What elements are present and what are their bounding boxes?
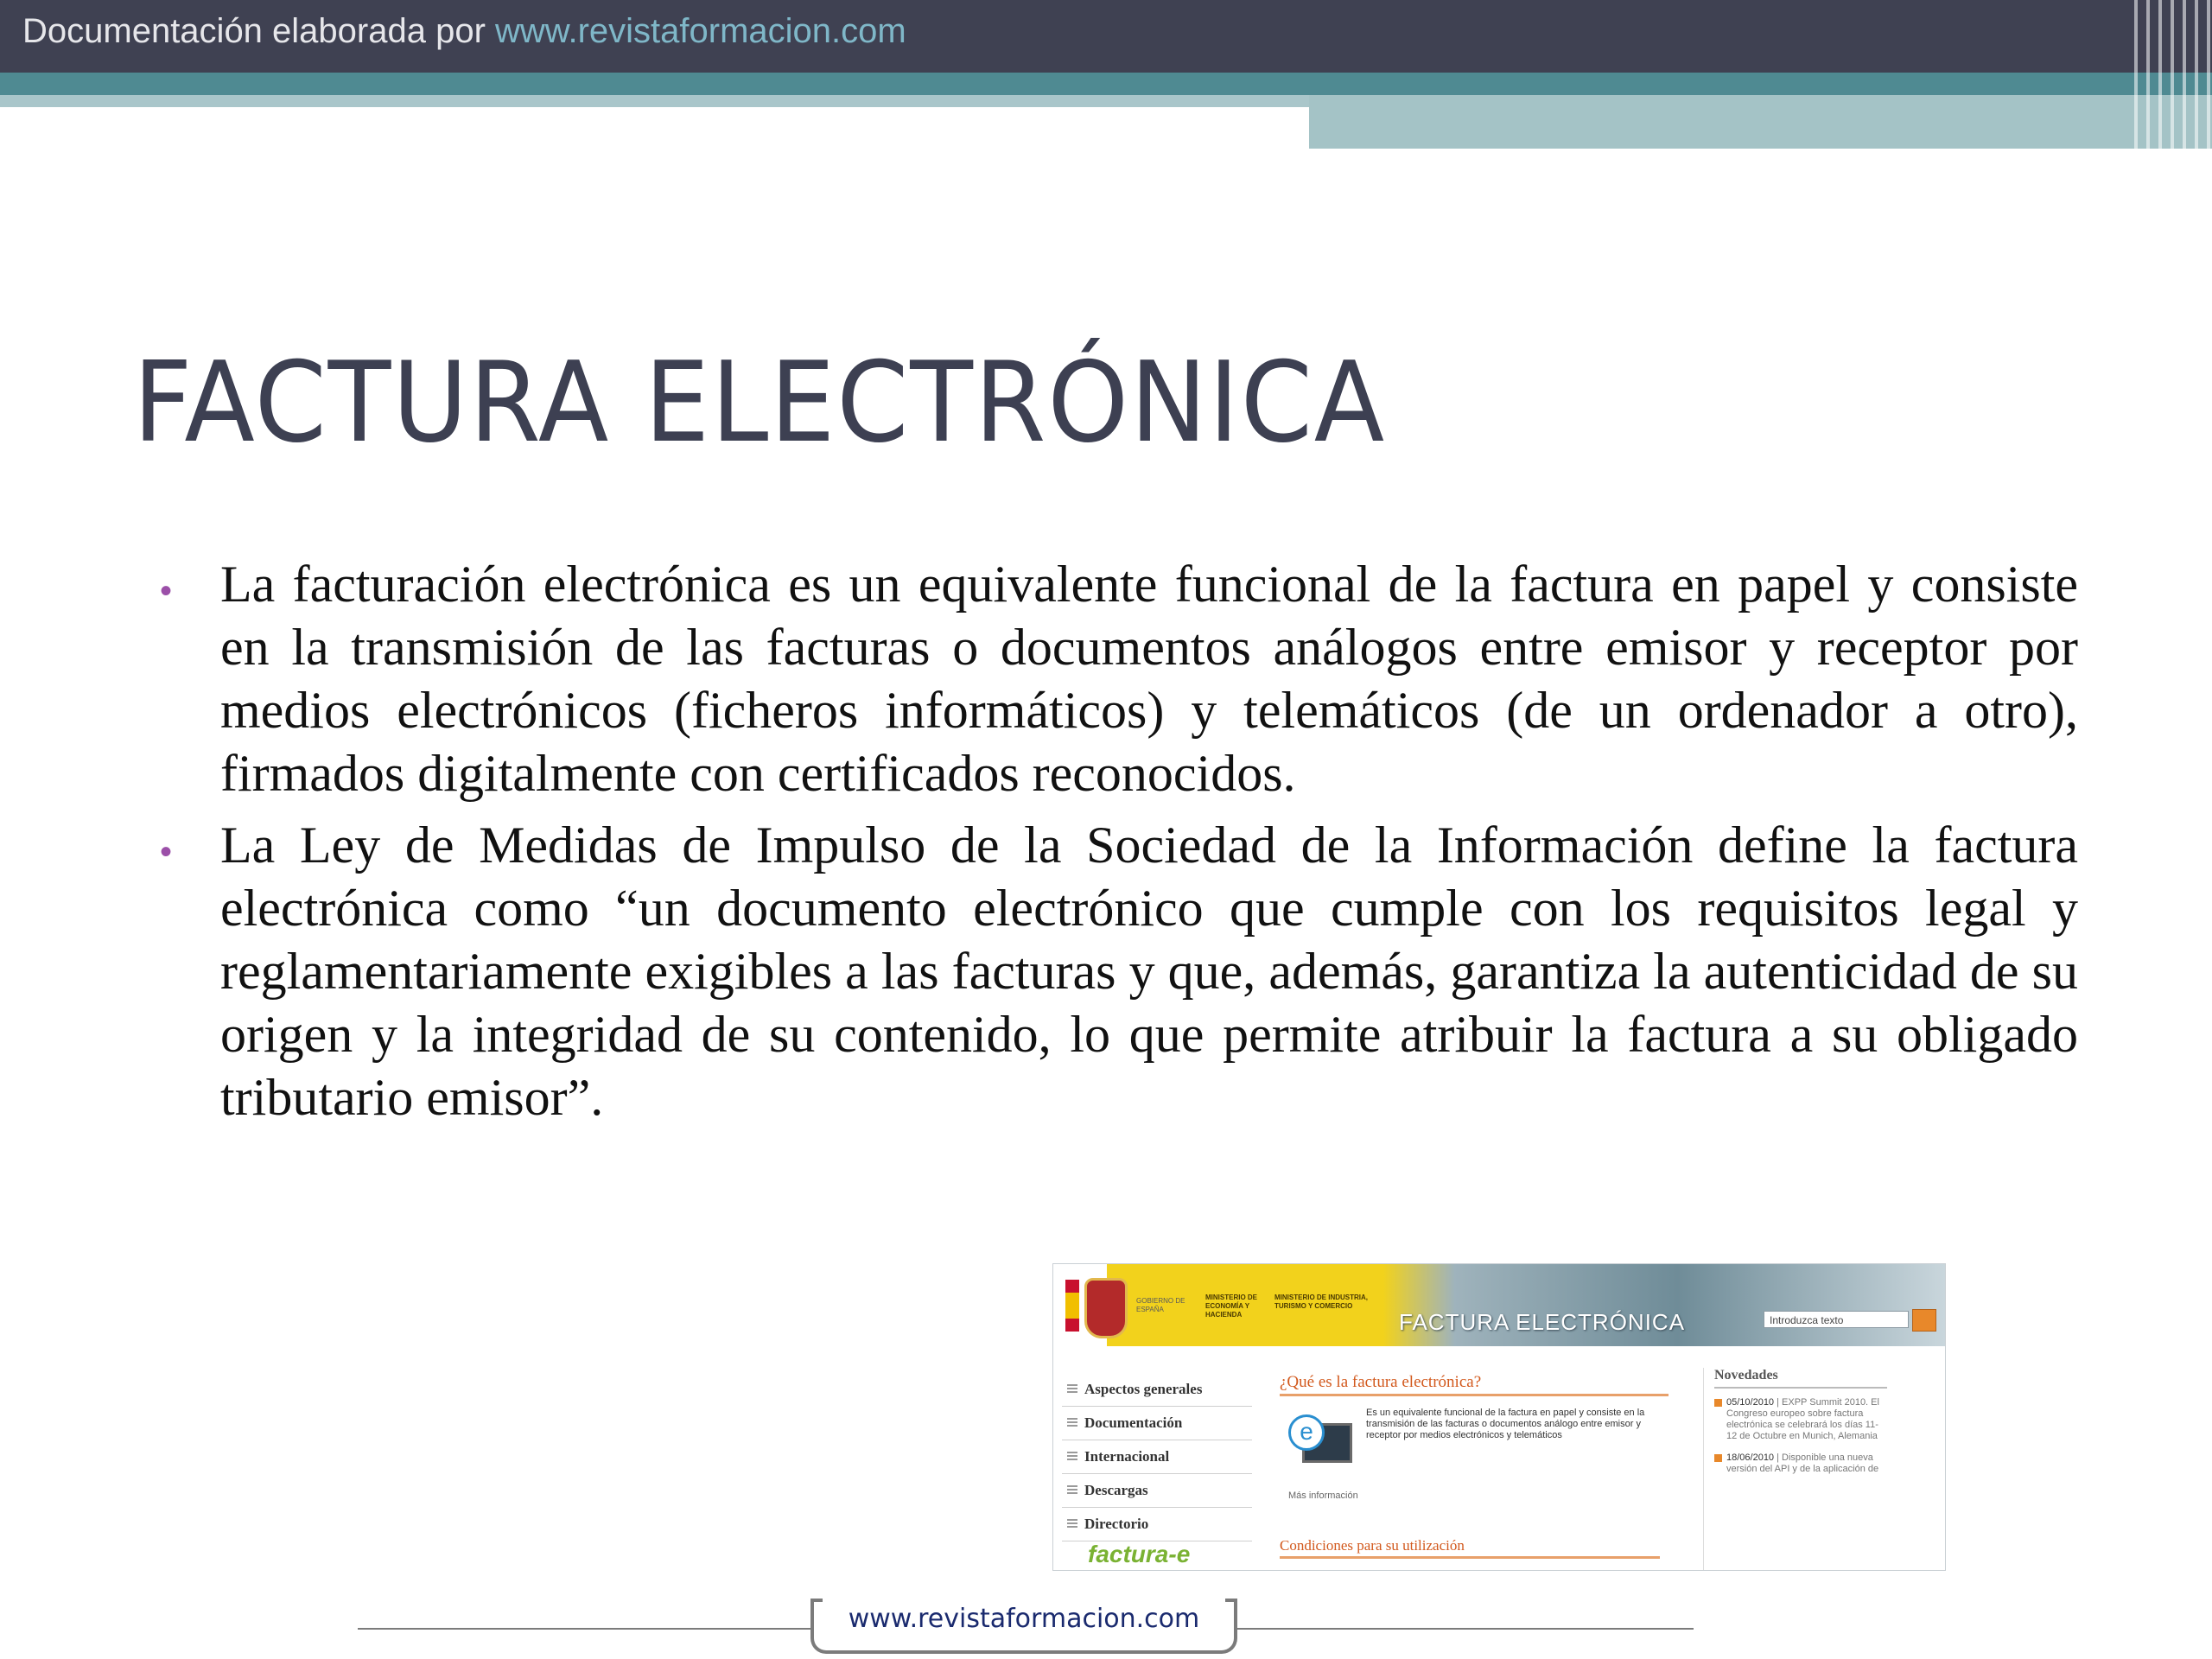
gov-label: GOBIERNO DE ESPAÑA (1136, 1297, 1185, 1313)
nav-item-descargas[interactable]: Descargas (1062, 1474, 1252, 1508)
news-date: 05/10/2010 (1726, 1397, 1775, 1408)
bullet-text: La facturación electrónica es un equivalente funcional de la factura en papel y consiste en la transmisión de las facturas o documentos análogos entre emisor y receptor por medios electrónicos (ficheros informáticos) y telemáticos (de un ordenador a otro), firmados digitalmente con certificados reconocidos. (220, 556, 2078, 802)
ministry-label-1: MINISTERIO DE ECONOMÍA Y HACIENDA (1205, 1294, 1258, 1319)
site-content (1280, 1373, 1669, 1554)
ministry-label-2: MINISTERIO DE INDUSTRIA, TURISMO Y COMERCIO (1274, 1294, 1369, 1310)
header-link[interactable]: www.revistaformacion.com (495, 12, 906, 50)
nav-item-aspectos[interactable]: Aspectos generales (1062, 1373, 1252, 1407)
conditions-title[interactable]: Condiciones para su utilización (1280, 1537, 1660, 1559)
news-date: 18/06/2010 (1726, 1452, 1775, 1463)
news-text: Disponible una nueva versión del API y de la aplicación de (1726, 1452, 1879, 1474)
coat-of-arms-icon (1084, 1278, 1128, 1338)
bullet-dot-icon: • (160, 572, 173, 610)
news-panel (1703, 1368, 1936, 1571)
site-nav (1062, 1373, 1252, 1541)
website-screenshot (1052, 1263, 1946, 1571)
more-info-link[interactable]: Más información (1288, 1491, 1358, 1501)
news-item[interactable]: 05/10/2010 | EXPP Summit 2010. El Congreso europeo sobre factura electrónica se celebrará los días 11-12 de Octubre en Munich, Alemania (1714, 1397, 1886, 1442)
laptop-icon (1288, 1414, 1357, 1475)
bullet-item (160, 553, 2078, 805)
top-banner (0, 0, 2212, 73)
header-stripes (2134, 0, 2212, 149)
e-letter-icon: e (1288, 1414, 1325, 1451)
nav-item-documentacion[interactable]: Documentación (1062, 1407, 1252, 1440)
header-prefix: Documentación elaborada por (22, 12, 496, 50)
nav-item-directorio[interactable]: Directorio (1062, 1508, 1252, 1541)
footer-url[interactable]: www.revistaformacion.com (848, 1604, 1200, 1634)
site-title: FACTURA ELECTRÓNICA (1399, 1309, 1686, 1335)
bullet-dot-icon: • (160, 833, 173, 871)
header-band-light (0, 95, 1309, 107)
spain-flag-icon (1065, 1280, 1079, 1332)
news-title: Novedades (1714, 1368, 1887, 1389)
site-search-input[interactable]: Introduzca texto (1764, 1311, 1909, 1328)
question-body: Es un equivalente funcional de la factura en papel y consiste en la transmisión de las facturas o documentos análogo entre emisor y receptor por medios electrónicos y telemáticos (1366, 1408, 1645, 1440)
news-text: EXPP Summit 2010. El Congreso europeo sobre factura electrónica se celebrará los días 11-12 de Octubre en Munich, Alemania (1726, 1397, 1879, 1441)
question-title[interactable]: ¿Qué es la factura electrónica? (1280, 1373, 1669, 1396)
search-icon[interactable] (1912, 1309, 1936, 1332)
bullet-text: La Ley de Medidas de Impulso de la Sociedad de la Información define la factura electrónica como “un documento electrónico que cumple con los requisitos legal y reglamentariamente exigibles a las facturas y que, además, garantiza la autenticidad de su origen y la integridad de su contenido, lo que permite atribuir la factura a su obligado tributario emisor”. (220, 817, 2078, 1126)
bullet-list (160, 553, 2078, 1138)
header-band-right (1309, 95, 2212, 149)
site-header (1053, 1264, 1945, 1346)
header-credit (22, 12, 906, 51)
slide-title: FACTURA ELECTRÓNICA (133, 339, 1387, 467)
factura-e-logo[interactable]: factura-e (1088, 1541, 1191, 1567)
bullet-item (160, 814, 2078, 1129)
header-band-teal (0, 73, 2212, 95)
news-item[interactable]: 18/06/2010 | Disponible una nueva versión del API y de la aplicación de (1714, 1452, 1886, 1475)
nav-item-internacional[interactable]: Internacional (1062, 1440, 1252, 1474)
